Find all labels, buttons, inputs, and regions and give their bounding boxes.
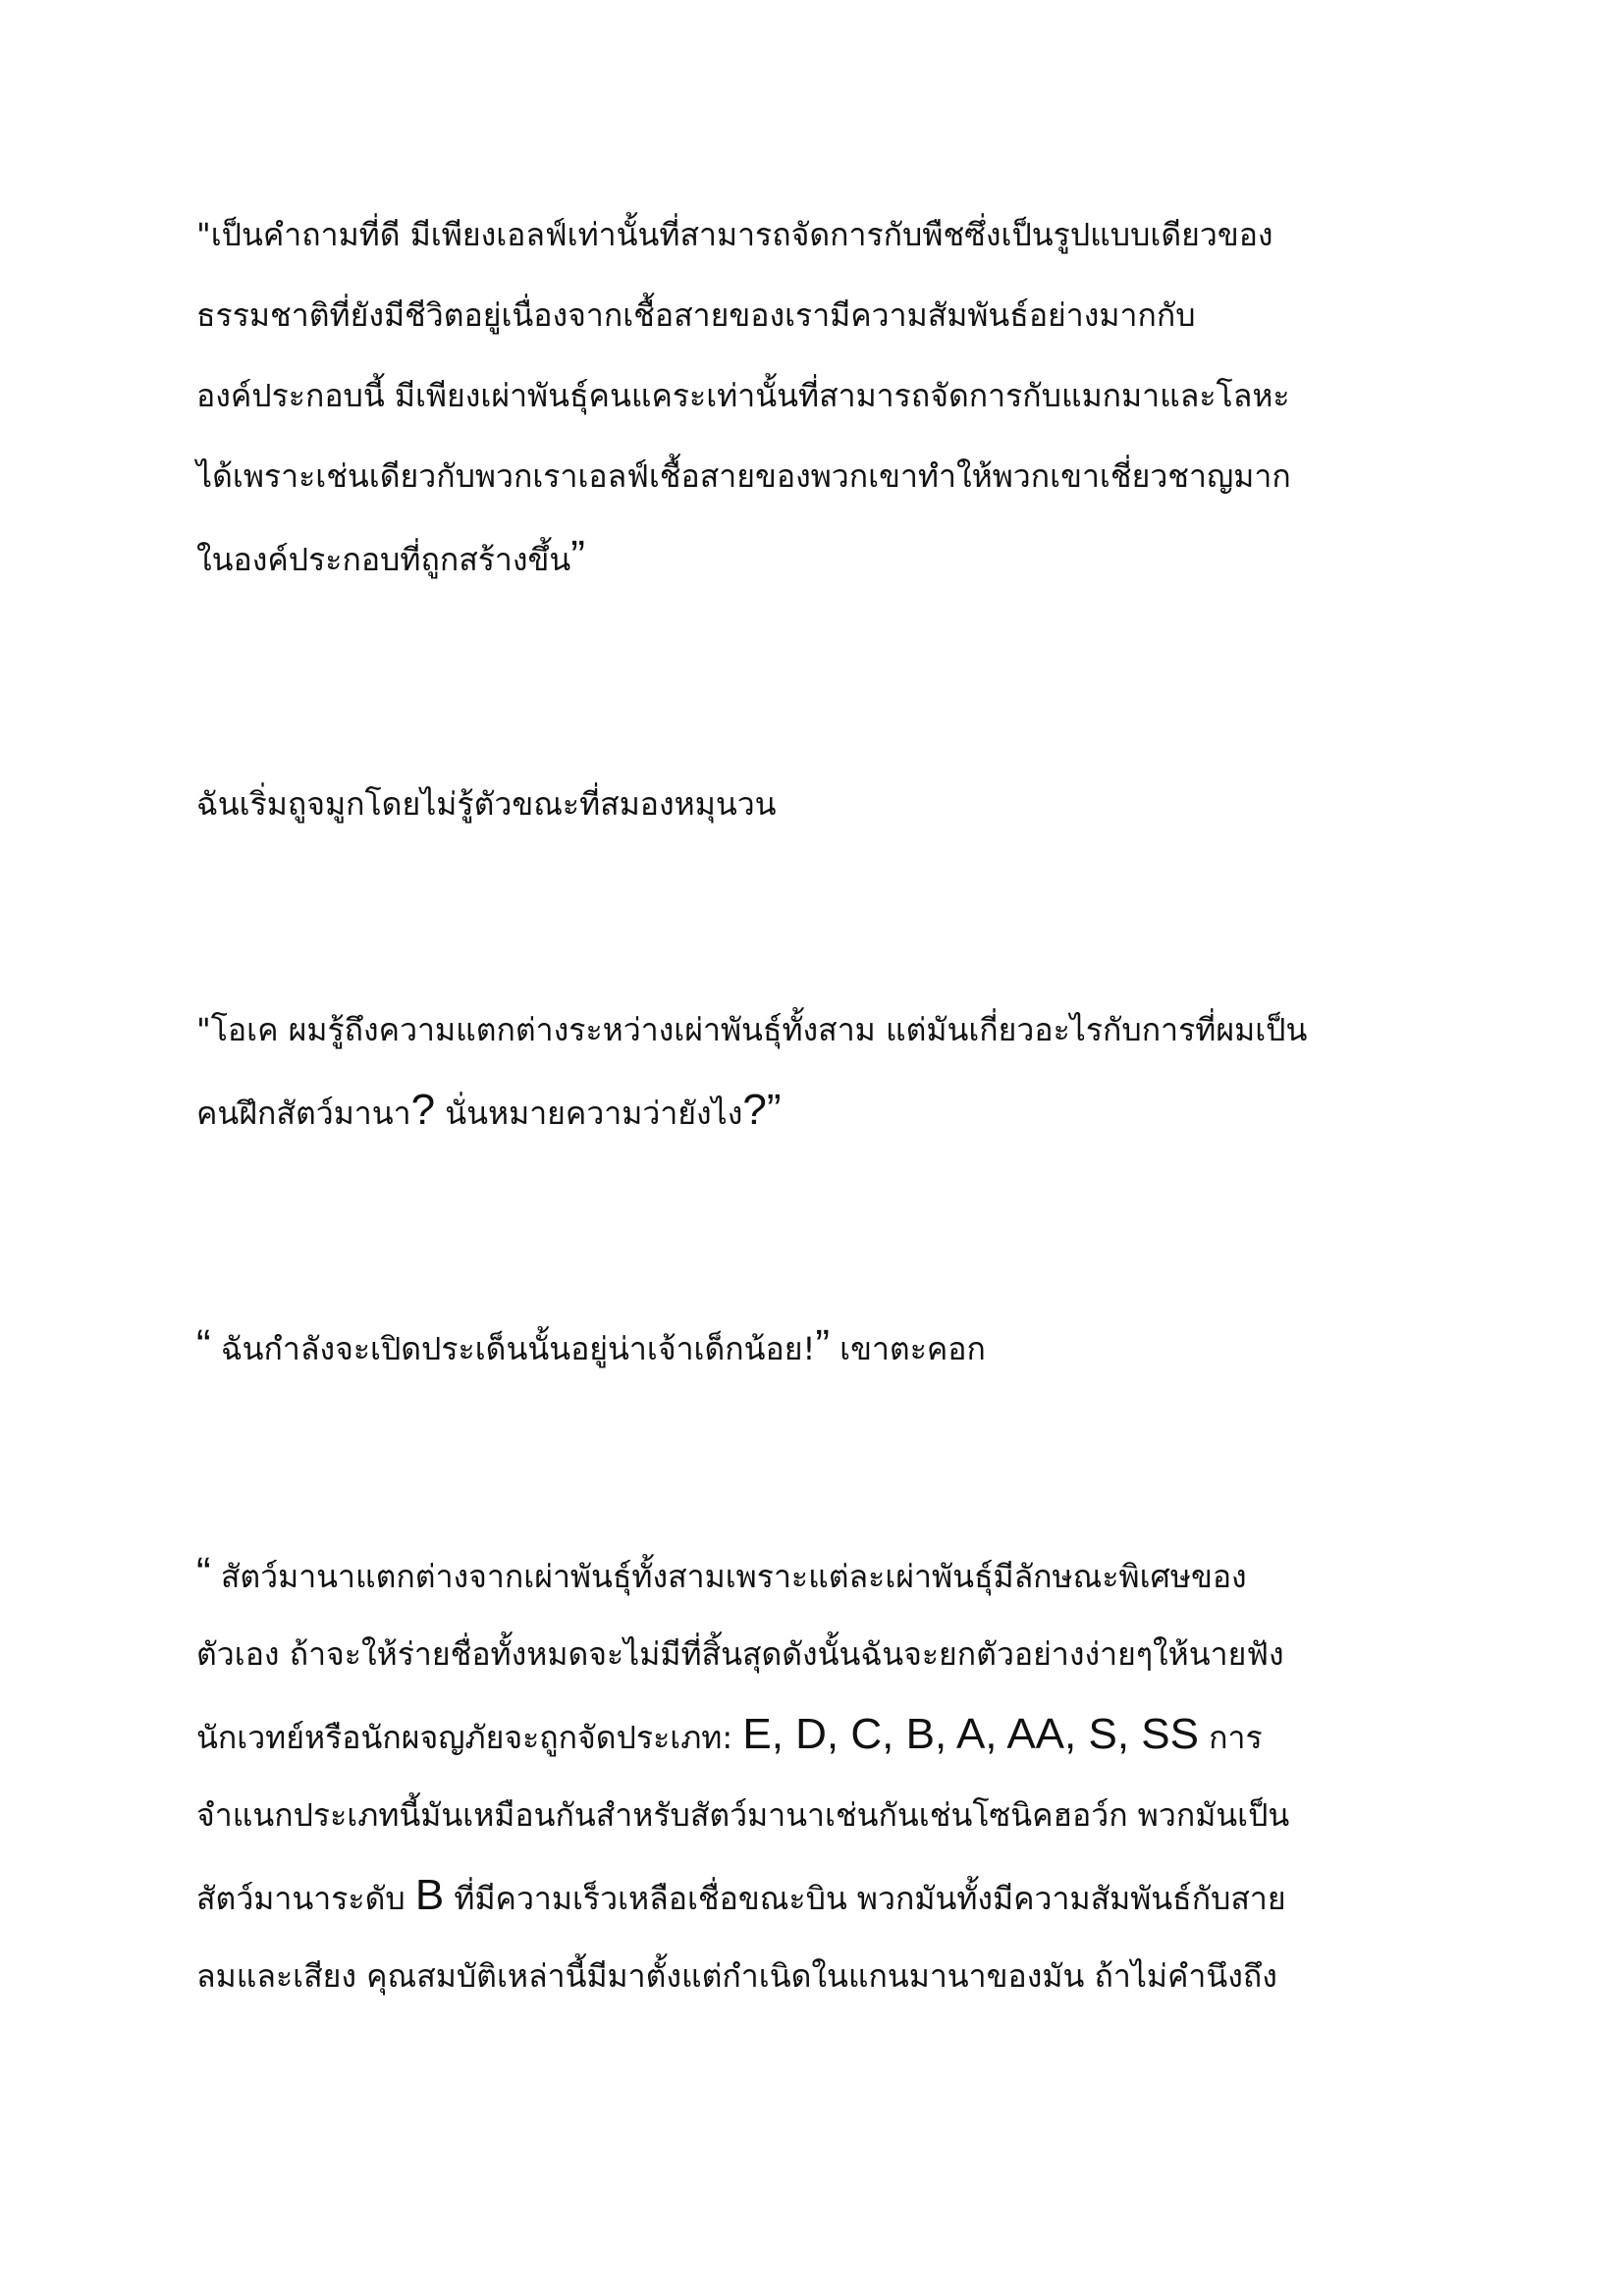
text-run: ฉันเริ่มถูจมูกโดยไม่รู้ตัวขณะที่สมองหมุนวน [196,785,777,823]
text-run: องค์ประกอบนี้ มีเพียงเผ่าพันธุ์คนแคระเท่านั้นที่สามารถจัดการกับแมกมาและโลหะ [196,377,1290,414]
paragraph-3 [196,989,1434,1150]
text-run: นักเวทย์หรือนักผจญภัยจะถูกจัดประเภท: [196,1719,743,1756]
paragraph-4 [196,1306,1434,1386]
text-line [196,355,1434,436]
text-line [196,275,1434,355]
text-line [196,1306,1434,1386]
text-run: ตัวเอง ถ้าจะให้ร่ายชื่อทั้งหมดจะไม่มีที่สิ้นสุดดังนั้นฉันจะยกตัวอย่างง่ายๆให้นายฟัง [196,1635,1284,1673]
text-line [196,1614,1434,1694]
closing-quote: ” [570,532,585,580]
text-run: "โอเค ผมรู้ถึงความแตกต่างระหว่างเผ่าพันธุ์ทั้งสาม แต่มันเกี่ยวอะไรกับการที่ผมเป็น [196,1011,1308,1048]
text-run: จำแนกประเภทนี้มันเหมือนกันสำหรับสัตว์มานาเช่นกันเช่นโซนิคฮอว์ก พวกมันเป็น [196,1796,1290,1834]
text-line [196,1070,1434,1150]
text-line [196,764,1434,844]
text-run: ในองค์ประกอบที่ถูกสร้างขึ้น [196,541,571,578]
text-line [196,436,1434,516]
question-mark: ? [410,1086,436,1134]
text-run: "เป็นคำถามที่ดี มีเพียงเอลฟ์เท่านั้นที่สามารถจัดการกับพืชซึ่งเป็นรูปแบบเดียวของ [196,216,1273,253]
rank-list: E, D, C, B, A, AA, S, SS [742,1710,1199,1758]
paragraph-5 [196,1533,1434,2016]
text-line [196,1533,1434,1614]
text-line [196,1694,1434,1775]
question-mark-quote: ?” [742,1086,782,1134]
rank-letter: B [414,1871,445,1919]
text-run: ธรรมชาติที่ยังมีชีวิตอยู่เนื่องจากเชื้อสายของเรามีความสัมพันธ์อย่างมากกับ [196,296,1196,334]
opening-quote: “ [196,1549,211,1597]
text-run: ที่มีความเร็วเหลือเชื่อขณะบิน พวกมันทั้งมีความสัมพันธ์กับสาย [444,1880,1286,1917]
opening-quote: “ [196,1321,211,1369]
paragraph-2 [196,764,1434,844]
text-line [196,516,1434,597]
text-line [196,194,1434,275]
text-run: สัตว์มานาระดับ [196,1880,415,1917]
text-run: เขาตะคอก [829,1330,986,1367]
closing-quote: ” [815,1321,830,1369]
text-run: สัตว์มานาแตกต่างจากเผ่าพันธุ์ทั้งสามเพราะแต่ละเผ่าพันธุ์มีลักษณะพิเศษของ [210,1558,1247,1595]
text-run: ได้เพราะเช่นเดียวกับพวกเราเอลฟ์เชื้อสายของพวกเขาทำให้พวกเขาเชี่ยวชาญมาก [196,457,1291,495]
text-run: นั่นหมายความว่ายังไง [435,1095,743,1132]
text-line [196,1936,1434,2016]
text-run: คนฝึกสัตว์มานา [196,1095,411,1132]
text-line [196,1855,1434,1936]
paragraph-1 [196,194,1434,597]
text-run: ลมและเสียง คุณสมบัติเหล่านี้มีมาตั้งแต่กำเนิดในแกนมานาของมัน ถ้าไม่คำนึงถึง [196,1957,1277,1995]
text-run: การ [1198,1719,1263,1756]
text-line [196,989,1434,1070]
text-line [196,1775,1434,1855]
text-run: ฉันกำลังจะเปิดประเด็นนั้นอยู่น่าเจ้าเด็กน้อย! [210,1330,816,1367]
